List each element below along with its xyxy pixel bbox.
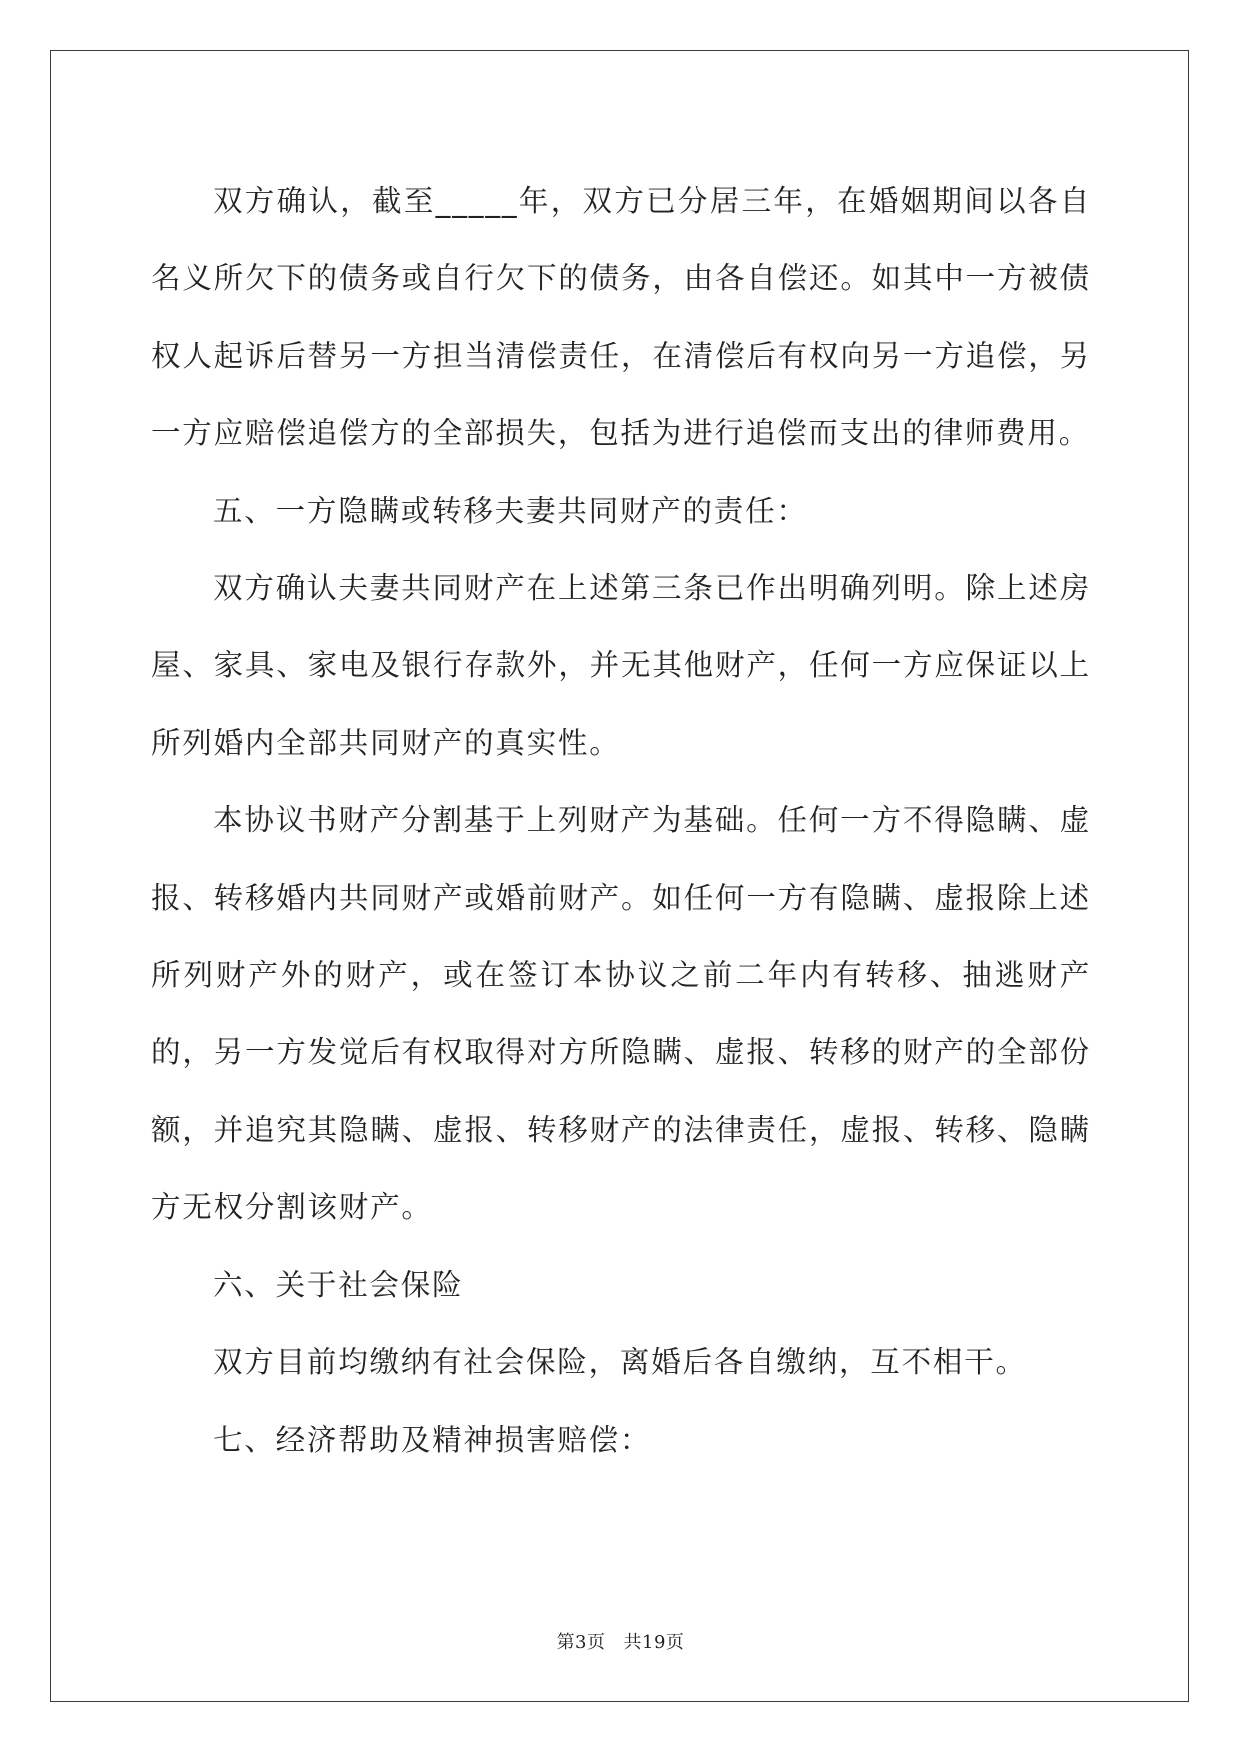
paragraph-debts: 双方确认，截至_____年，双方已分居三年，在婚姻期间以各自名义所欠下的债务或自行欠下的债务，由各自偿还。如其中一方被债权人起诉后替另一方担当清偿责任，在清偿后有权向另一方追偿，另一方应赔偿追偿方的全部损失，包括为进行追偿而支出的律师费用。 (151, 184, 1091, 451)
section-heading-five: 五、一方隐瞒或转移夫妻共同财产的责任： (213, 493, 808, 528)
page-total: 共19页 (623, 1632, 685, 1653)
section-heading-seven: 七、经济帮助及精神损害赔偿： (213, 1422, 652, 1457)
section-heading-six: 六、关于社会保险 (213, 1267, 464, 1302)
paragraph-social-insurance: 双方目前均缴纳有社会保险，离婚后各自缴纳，互不相干。 (213, 1345, 1027, 1380)
paragraph-property-division: 本协议书财产分割基于上列财产为基础。任何一方不得隐瞒、虚报、转移婚内共同财产或婚前财产。如任何一方有隐瞒、虚报除上述所列财产外的财产，或在签订本协议之前二年内有转移、抽逃财产的，另一方发觉后有权取得对方所隐瞒、虚报、转移的财产的全部份额，并追究其隐瞒、虚报、转移财产的法律责任，虚报、转移、隐瞒方无权分割该财产。 (151, 803, 1091, 1225)
paragraph-joint-property: 双方确认夫妻共同财产在上述第三条已作出明确列明。除上述房屋、家具、家电及银行存款外，并无其他财产，任何一方应保证以上所列婚内全部共同财产的真实性。 (151, 571, 1091, 760)
page-footer (0, 1628, 1241, 1654)
document-body (151, 163, 1091, 1479)
page-number: 第3页 (556, 1632, 606, 1653)
